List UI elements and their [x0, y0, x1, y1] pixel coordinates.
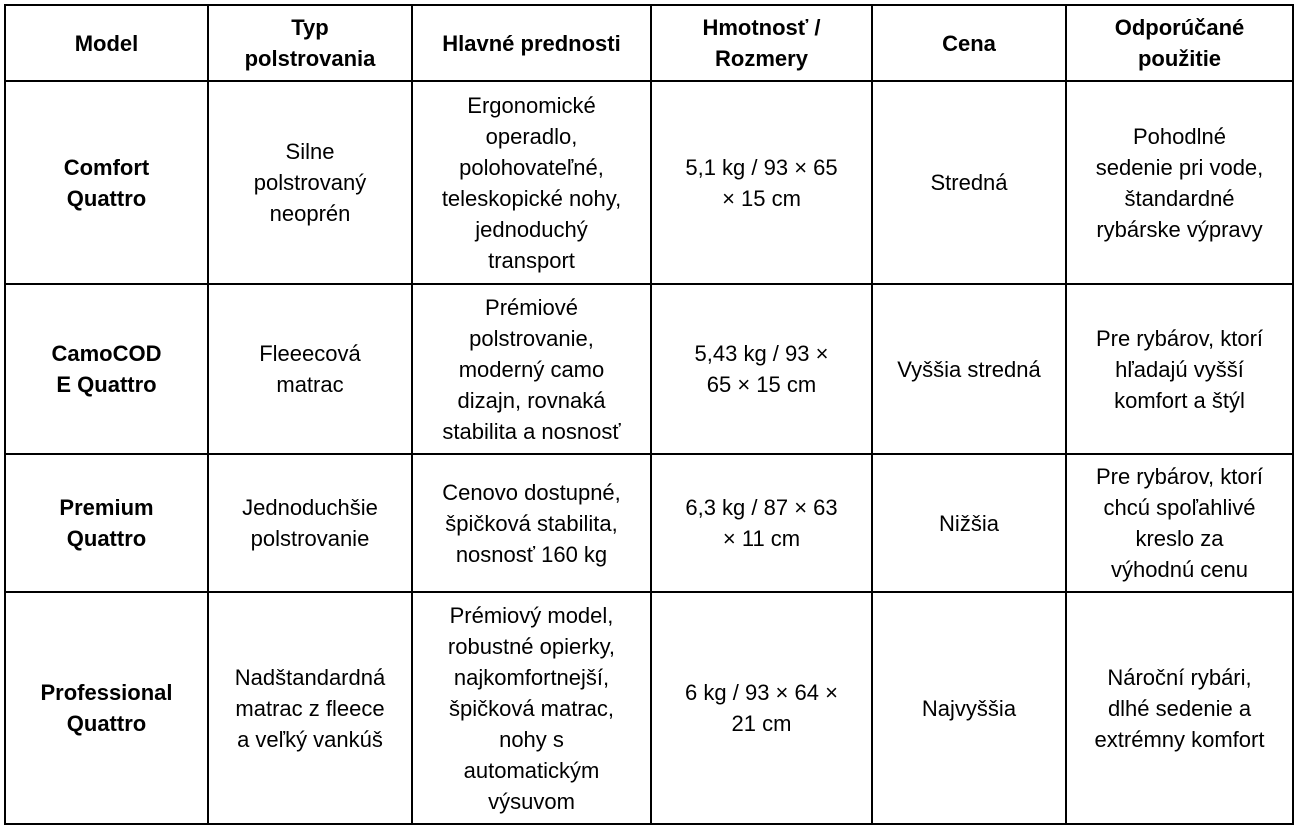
table-row	[5, 81, 1293, 284]
cell-weight-dimensions: 5,1 kg / 93 × 65 × 15 cm	[651, 81, 872, 284]
cell-weight-dimensions: 5,43 kg / 93 × 65 × 15 cm	[651, 284, 872, 454]
table-row	[5, 454, 1293, 592]
header-model: Model	[5, 5, 208, 81]
cell-price: Vyššia stredná	[872, 284, 1066, 454]
table-row	[5, 284, 1293, 454]
header-recommended-use: Odporúčané použitie	[1066, 5, 1293, 81]
cell-padding-type: Nadštandardná matrac z fleece a veľký vankúš	[208, 592, 412, 824]
header-main-features: Hlavné prednosti	[412, 5, 651, 81]
cell-model: Comfort Quattro	[5, 81, 208, 284]
table-header-row	[5, 5, 1293, 81]
cell-recommended-use: Pre rybárov, ktorí chcú spoľahlivé kreslo za výhodnú cenu	[1066, 454, 1293, 592]
cell-price: Nižšia	[872, 454, 1066, 592]
cell-recommended-use: Pre rybárov, ktorí hľadajú vyšší komfort a štýl	[1066, 284, 1293, 454]
cell-padding-type: Silne polstrovaný neoprén	[208, 81, 412, 284]
cell-main-features: Prémiový model, robustné opierky, najkomfortnejší, špičková matrac, nohy s automatickým výsuvom	[412, 592, 651, 824]
comparison-table	[4, 4, 1294, 825]
table-row	[5, 592, 1293, 824]
cell-main-features: Cenovo dostupné, špičková stabilita, nosnosť 160 kg	[412, 454, 651, 592]
cell-weight-dimensions: 6,3 kg / 87 × 63 × 11 cm	[651, 454, 872, 592]
cell-weight-dimensions: 6 kg / 93 × 64 × 21 cm	[651, 592, 872, 824]
cell-model: CamoCOD E Quattro	[5, 284, 208, 454]
cell-main-features: Prémiové polstrovanie, moderný camo dizajn, rovnaká stabilita a nosnosť	[412, 284, 651, 454]
header-weight-dimensions: Hmotnosť / Rozmery	[651, 5, 872, 81]
cell-price: Najvyššia	[872, 592, 1066, 824]
cell-padding-type: Jednoduchšie polstrovanie	[208, 454, 412, 592]
cell-padding-type: Fleeecová matrac	[208, 284, 412, 454]
cell-main-features: Ergonomické operadlo, polohovateľné, teleskopické nohy, jednoduchý transport	[412, 81, 651, 284]
header-padding-type: Typ polstrovania	[208, 5, 412, 81]
cell-recommended-use: Nároční rybári, dlhé sedenie a extrémny komfort	[1066, 592, 1293, 824]
cell-recommended-use: Pohodlné sedenie pri vode, štandardné rybárske výpravy	[1066, 81, 1293, 284]
header-price: Cena	[872, 5, 1066, 81]
cell-model: Professional Quattro	[5, 592, 208, 824]
cell-price: Stredná	[872, 81, 1066, 284]
cell-model: Premium Quattro	[5, 454, 208, 592]
